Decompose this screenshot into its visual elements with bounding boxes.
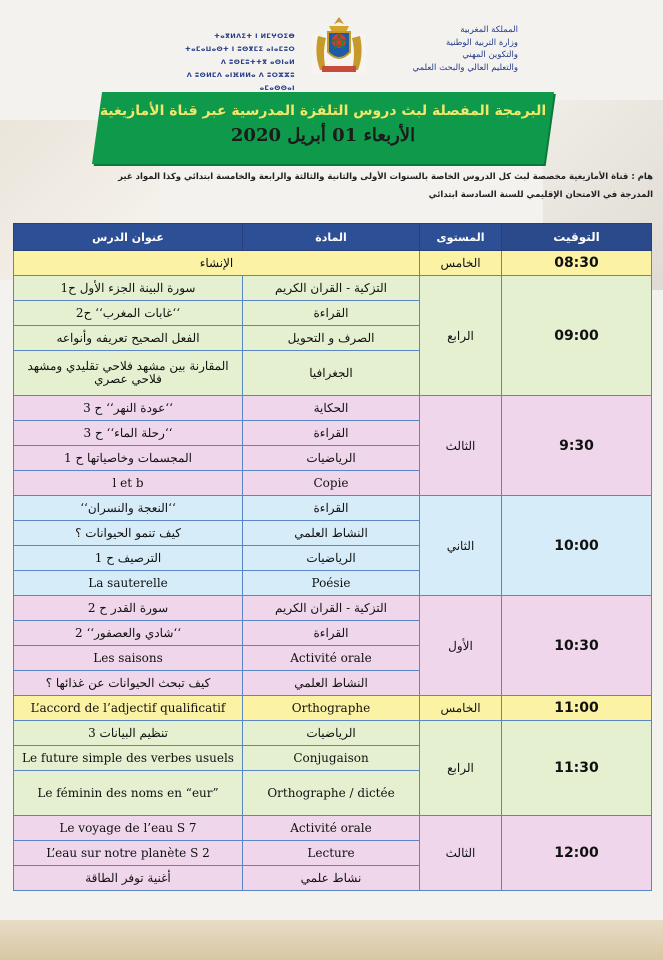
time-cell: 08:30 [502, 251, 652, 276]
lesson-title: كيف تبحث الحيوانات عن غذائها ؟ [14, 671, 243, 696]
lesson-title: ‘‘غابات المغرب‘‘ ح2 [14, 301, 243, 326]
lesson-title: كيف تنمو الحيوانات ؟ [14, 521, 243, 546]
header-subject: المادة [243, 224, 420, 251]
subject-cell: الحكاية [243, 396, 420, 421]
table-row [14, 276, 652, 301]
tifinagh-line: ⴷ ⵓⵙⵍⵎⴷ ⴰⵏⴼⵍⵍⴰ ⴷ ⵓⵔⵣⵣⵓ ⴰⵎⴰⵙⵙⴰⵏ [186, 71, 295, 92]
arabic-line: والتعليم العالي والبحث العلمي [412, 62, 518, 73]
time-cell: 10:00 [502, 496, 652, 596]
header-level: المستوى [420, 224, 502, 251]
page-title: البرمجة المفصلة لبث دروس التلفزة المدرسية عبر قناة الأمازيغية [99, 103, 547, 119]
time-cell: 09:00 [502, 276, 652, 396]
level-cell: الثالث [420, 396, 502, 496]
subject-cell: القراءة [243, 301, 420, 326]
lesson-title: L’accord de l’adjectif qualificatif [14, 696, 243, 721]
subject-cell: الرياضيات [243, 446, 420, 471]
lesson-title: ‘‘النعجة والنسران‘‘ [14, 496, 243, 521]
table-row [14, 696, 652, 721]
subject-cell: Orthographe / dictée [243, 771, 420, 816]
lesson-title: المقارنة بين مشهد فلاحي تقليدي ومشهد فلاحي عصري [14, 351, 243, 396]
schedule-table [13, 223, 652, 891]
lesson-title: ‘‘رحلة الماء‘‘ ح 3 [14, 421, 243, 446]
arabic-line: والتكوين المهني [462, 50, 518, 60]
lesson-title: الإنشاء [14, 251, 420, 276]
lesson-title: Le future simple des verbes usuels [14, 746, 243, 771]
subject-cell: التزكية - القران الكريم [243, 276, 420, 301]
time-cell: 9:30 [502, 396, 652, 496]
lesson-title: Le féminin des noms en “eur” [14, 771, 243, 816]
lesson-title: سورة القدر ح 2 [14, 596, 243, 621]
subject-cell: Orthographe [243, 696, 420, 721]
background-footer [0, 920, 663, 960]
level-cell: الثالث [420, 816, 502, 891]
subject-cell: Conjugaison [243, 746, 420, 771]
tifinagh-line: ⵜⴰⵎⴰⵡⴰⵙⵜ ⵏ ⵓⵙⴳⵎⵉ ⴰⵏⴰⵎⵓⵔ [185, 45, 295, 53]
lesson-title: الفعل الصحيح تعريفه وأنواعه [14, 326, 243, 351]
subject-cell: النشاط العلمي [243, 671, 420, 696]
title-banner-text [97, 96, 549, 164]
subject-cell: Activité orale [243, 646, 420, 671]
lesson-title: ‘‘عودة النهر‘‘ ح 3 [14, 396, 243, 421]
level-cell: الخامس [420, 696, 502, 721]
page-date: الأربعاء 01 أبريل 2020 [230, 125, 416, 146]
time-cell: 12:00 [502, 816, 652, 891]
subject-cell: الصرف و التحويل [243, 326, 420, 351]
table-row [14, 596, 652, 621]
tifinagh-line: ⴷ ⵓⵙⵎⵓⵜⵜⴳ ⴰⵙⵏⴰⵍ [220, 58, 295, 66]
table-row [14, 251, 652, 276]
lesson-title: أغنية توفر الطاقة [14, 866, 243, 891]
time-cell: 11:30 [502, 721, 652, 816]
subject-cell: التزكية - القران الكريم [243, 596, 420, 621]
lesson-title: L’eau sur notre planète S 2 [14, 841, 243, 866]
subject-cell: الجغرافيا [243, 351, 420, 396]
level-cell: الأول [420, 596, 502, 696]
arabic-line: المملكة المغربية [460, 25, 518, 35]
important-note [10, 168, 653, 204]
subject-cell: النشاط العلمي [243, 521, 420, 546]
subject-cell: القراءة [243, 421, 420, 446]
subject-cell: Poésie [243, 571, 420, 596]
level-cell: الرابع [420, 276, 502, 396]
level-cell: الثاني [420, 496, 502, 596]
subject-cell: الرياضيات [243, 546, 420, 571]
lesson-title: تنظيم البيانات 3 [14, 721, 243, 746]
note-line: المدرجة في الامتحان الإقليمي للسنة السادسة ابتدائي [428, 190, 653, 200]
subject-cell: نشاط علمي [243, 866, 420, 891]
subject-cell: Copie [243, 471, 420, 496]
lesson-title: La sauterelle [14, 571, 243, 596]
header-title: عنوان الدرس [14, 224, 243, 251]
subject-cell: القراءة [243, 496, 420, 521]
level-cell: الرابع [420, 721, 502, 816]
subject-cell: Lecture [243, 841, 420, 866]
lesson-title: سورة البينة الجزء الأول ح1 [14, 276, 243, 301]
ministry-name-tifinagh [165, 30, 295, 95]
lesson-title: l et b [14, 471, 243, 496]
lesson-title: الترصيف ح 1 [14, 546, 243, 571]
table-row [14, 816, 652, 841]
lesson-title: Le voyage de l’eau S 7 [14, 816, 243, 841]
table-row [14, 396, 652, 421]
level-cell: الخامس [420, 251, 502, 276]
note-line: هام : قناة الأمازيغية مخصصة لبث كل الدروس الخاصة بالسنوات الأولى والثانية والثالثة والرابعة والخامسة ابتدائي وكذا المواد غير [118, 172, 653, 182]
subject-cell: الرياضيات [243, 721, 420, 746]
arabic-line: وزارة التربية الوطنية [445, 37, 518, 48]
table-row [14, 496, 652, 521]
lesson-title: ‘‘شادي والعصفور‘‘ 2 [14, 621, 243, 646]
lesson-title: المجسمات وخاصياتها ح 1 [14, 446, 243, 471]
ministry-name-arabic [378, 24, 518, 74]
table-row [14, 721, 652, 746]
tifinagh-line: ⵜⴰⴳⵍⴷⵉⵜ ⵏ ⵍⵎⵖⵔⵉⴱ [214, 32, 295, 40]
header-time: التوقيت [502, 224, 652, 251]
lesson-title: Les saisons [14, 646, 243, 671]
time-cell: 10:30 [502, 596, 652, 696]
subject-cell: القراءة [243, 621, 420, 646]
table-header-row [14, 224, 652, 251]
subject-cell: Activité orale [243, 816, 420, 841]
time-cell: 11:00 [502, 696, 652, 721]
moroccan-coat-of-arms-icon [308, 14, 370, 76]
